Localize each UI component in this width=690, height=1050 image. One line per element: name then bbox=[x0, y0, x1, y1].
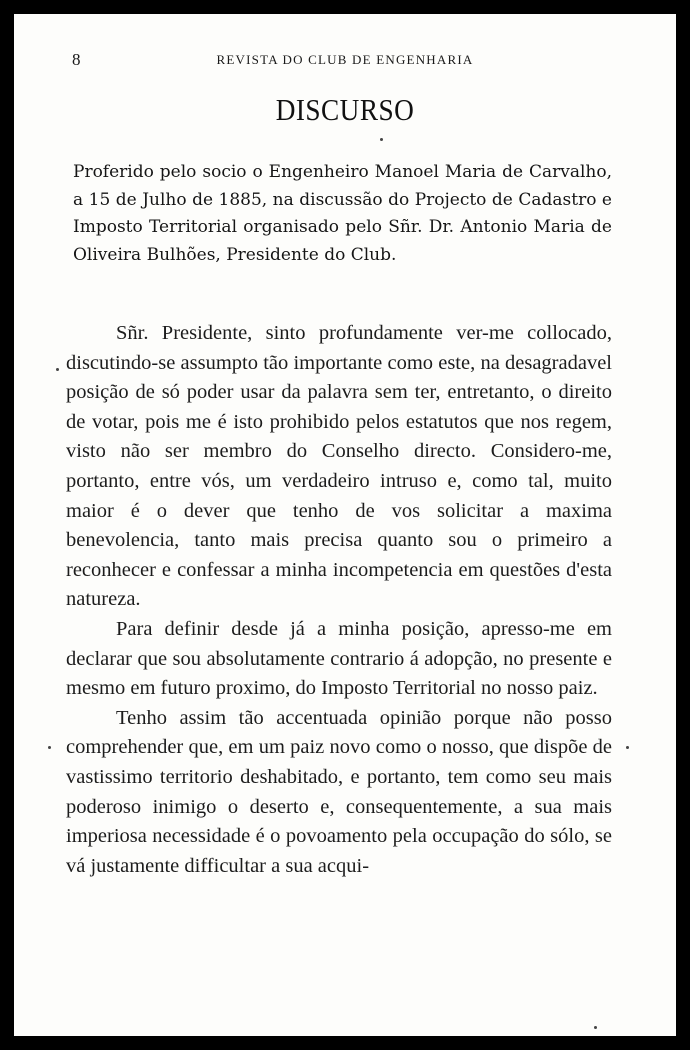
print-speck bbox=[380, 138, 383, 141]
running-head bbox=[14, 50, 676, 70]
article-subtitle: Proferido pelo socio o Engenheiro Manoel Maria de Carvalho, a 15 de Julho de 1885, na discussão do Projecto de Cadastro e Imposto Territorial organisado pelo Sñr. Dr. Antonio Maria de Oliveira Bulhões, Presidente do Club. bbox=[73, 162, 612, 265]
paragraph-1: Sñr. Presidente, sinto profundamente ver-me collocado, discutindo-se assumpto tão importante como este, na desagradavel posição de só poder usar da palavra sem ter, entretanto, o direito de votar, pois me é isto prohibido pelos estatutos que nos regem, visto não ser membro do Conselho directo. Considero-me, portanto, entre vós, um verdadeiro intruso e, como tal, muito maior é o dever que tenho de vos solicitar a maxima benevolencia, tanto mais precisa quanto sou o primeiro a reconhecer e confessar a minha incompetencia em questões d'esta natureza. bbox=[66, 322, 612, 611]
print-speck bbox=[626, 746, 629, 749]
paragraph-3: Tenho assim tão accentuada opinião porque não posso comprehender que, em um paiz novo como o nosso, que dispõe de vastissimo territorio deshabitado, e portanto, tem como seu mais poderoso inimigo o deserto e, consequentemente, a sua mais imperiosa necessidade é o povoamento pela occupação do sólo, se vá justamente difficultar a sua acqui- bbox=[66, 706, 612, 877]
print-speck bbox=[48, 746, 51, 749]
speech-body bbox=[66, 319, 612, 881]
document-page bbox=[14, 14, 676, 1036]
journal-title: REVISTA DO CLUB DE ENGENHARIA bbox=[216, 52, 474, 67]
print-speck bbox=[594, 1026, 597, 1029]
article-title: DISCURSO bbox=[275, 92, 415, 127]
paragraph-2: Para definir desde já a minha posição, apresso-me em declarar que sou absolutamente contrario á adopção, no presente e mesmo em futuro proximo, do Imposto Territorial no nosso paiz. bbox=[66, 617, 612, 700]
page-number: 8 bbox=[72, 50, 81, 69]
print-speck bbox=[56, 368, 59, 371]
